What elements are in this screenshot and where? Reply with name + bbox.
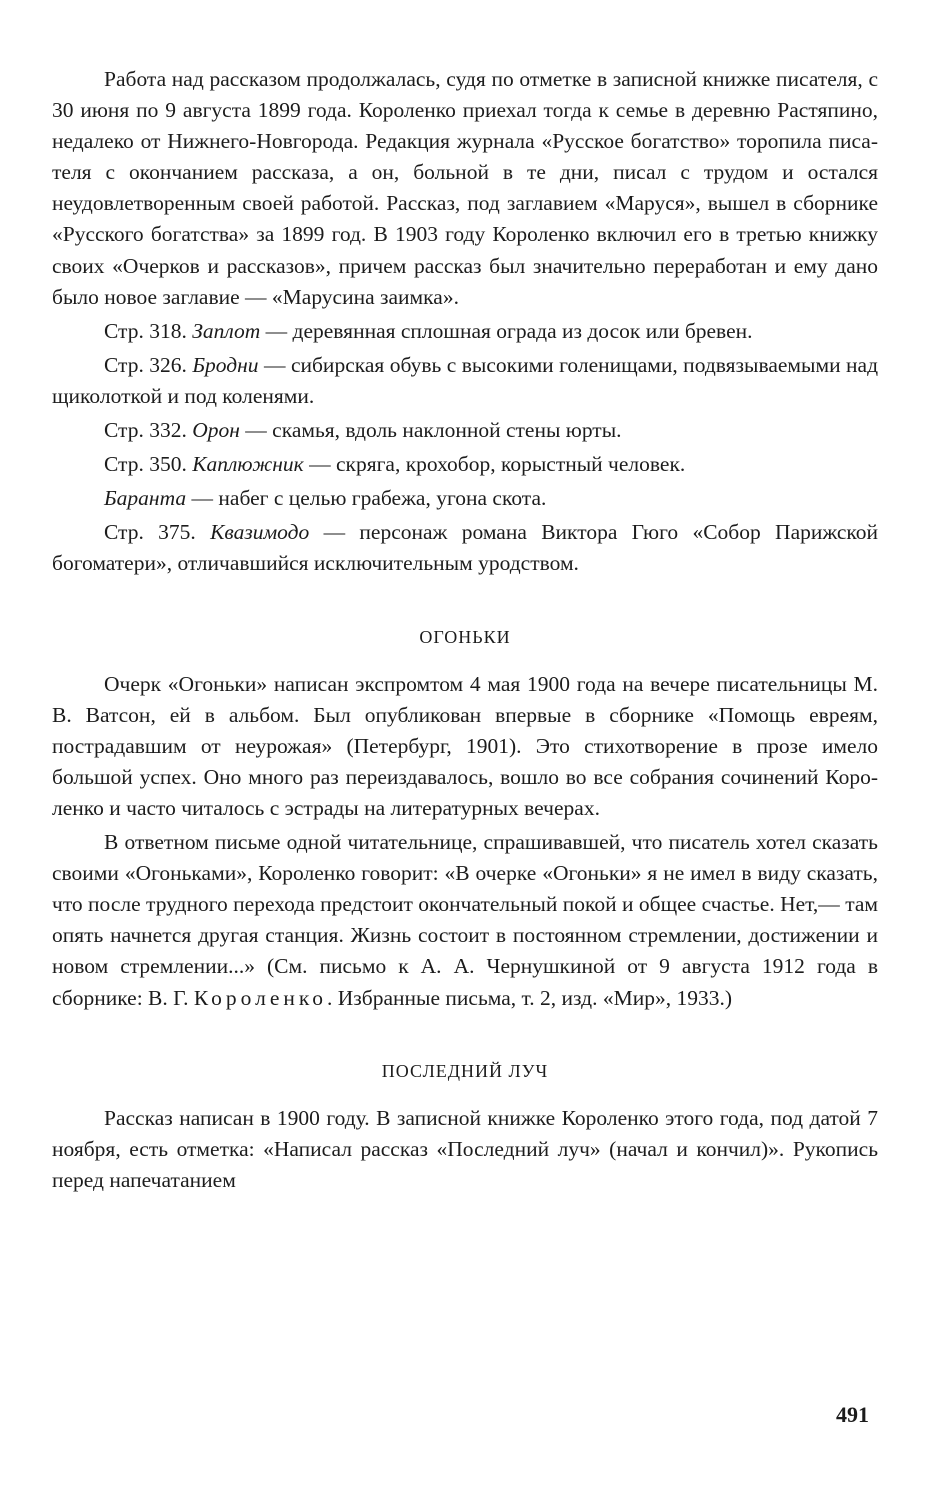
letter-text: В ответном письме одной читательнице, спрашивавшей, что писатель хотел сказать своими «Огоньками», Короленко говорит: «В очерке «Огоньки» я не имел в виду сказать, что после трудного перехода предстоит окончательный покой и общее счастье. Нет,— там опять начнется другая станция. Жизнь состоит в постоянном стремлении, достижении и новом стремлении...» (См. письмо к А. А. Чернушкиной от 9 августа 1912 года в сборнике: В. Г. [52, 830, 878, 1010]
section-heading-ogonki: ОГОНЬКИ [419, 626, 511, 647]
note-term: Бродни [192, 352, 259, 377]
note-oron [52, 415, 878, 446]
paragraph-ogonki-publication: Очерк «Огоньки» написан экспромтом 4 мая 1900 года на вечере писательницы М. В. Ватсон, ей в альбом. Был опубликован впервые в сборнике «Помощь евреям, пострадавшим от неурожая» (Петербург, 1901). Это стихотворение в прозе имело большой успех. Оно много раз переиздавалось, вошло во все собрания сочинений Короленко и часто читалось с эстрады на литературных вечерах. [52, 671, 878, 820]
author-name: Короленко [193, 985, 328, 1010]
note-term: Заплот [192, 318, 261, 343]
note-term: Каплюжник [192, 452, 304, 477]
note-page-ref: Стр. 318. [104, 318, 193, 343]
paragraph-ogonki-letter [52, 827, 878, 1014]
note-term: Баранта [104, 486, 187, 511]
paragraph-luch-history: Рассказ написан в 1900 году. В записной книжке Короленко этого года, под датой 7 ноября, есть отметка: «Написал рассказ «Последний луч» (начал и кончил)». Рукопись перед напечатанием [52, 1105, 878, 1192]
note-page-ref: Стр. 350. [104, 452, 193, 477]
note-term: Орон [192, 418, 240, 443]
paragraph-marusya-history: Работа над рассказом продолжалась, судя по отметке в записной книжке писателя, с 30 июня по 9 августа 1899 года. Короленко приехал тогда к семье в деревню Растяпино, недалеко от Нижнего-Новгорода. Редакция журнала «Русское богатство» торопила писателя с окончанием рассказа, а он, больной в те дни, писал с трудом и остался неудовлетворенным своей работой. Рассказ, под заглавием «Маруся», вышел в сборнике «Русского богатства» за 1899 год. В 1903 году Короленко включил его в третью книжку своих «Очерков и рассказов», причем рассказ был значительно переработан и ему дано было новое заглавие — «Марусина заимка». [52, 67, 878, 309]
note-brodni [52, 350, 878, 412]
note-definition: — скряга, крохобор, корыстный человек. [303, 452, 686, 477]
note-page-ref: Стр. 326. [104, 352, 193, 377]
note-kaplyuzhnik [52, 449, 878, 480]
note-kvazimodo [52, 517, 878, 579]
note-definition: — персонаж романа Виктора Гюго «Собор Парижской богоматери», отличавшийся исключительным уродством. [52, 520, 878, 576]
note-term: Квазимодо [210, 520, 310, 545]
page-number: 491 [836, 1402, 869, 1427]
note-definition: — деревянная сплошная ограда из досок или бревен. [260, 318, 753, 343]
note-baranta [52, 483, 878, 514]
letter-citation: . Избранные письма, т. 2, изд. «Мир», 1933.) [327, 985, 733, 1010]
note-definition: — сибирская обувь с высокими голенищами, подвязываемыми над щиколоткой и под коленями. [52, 352, 879, 408]
note-page-ref: Стр. 375. [104, 520, 211, 545]
page-body [52, 64, 878, 1196]
note-definition: — набег с целью грабежа, угона скота. [186, 486, 547, 511]
section-heading-posledniy-luch: ПОСЛЕДНИЙ ЛУЧ [381, 1060, 549, 1081]
note-page-ref: Стр. 332. [104, 418, 193, 443]
note-definition: — скамья, вдоль наклонной стены юрты. [239, 418, 622, 443]
note-zaplot [52, 316, 878, 347]
